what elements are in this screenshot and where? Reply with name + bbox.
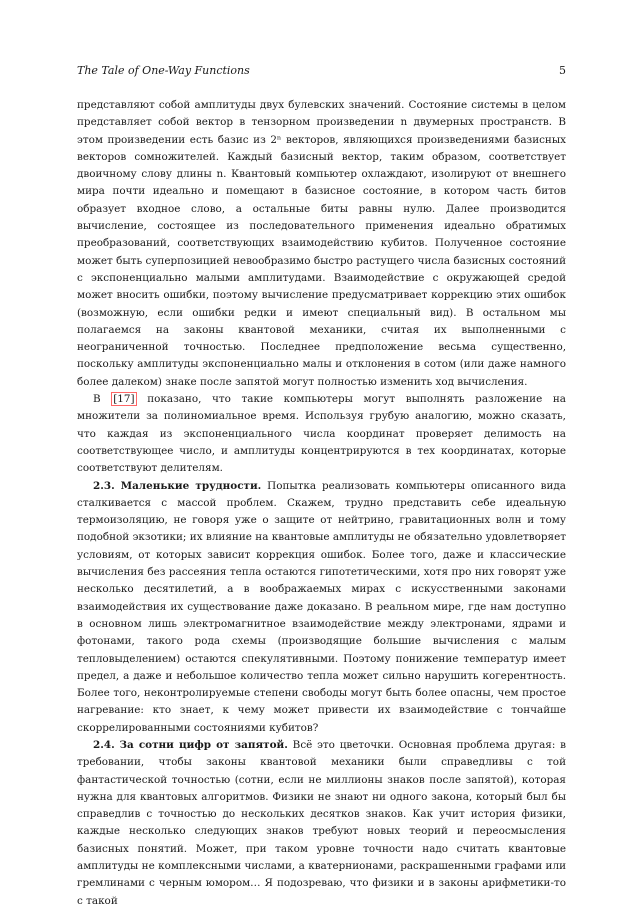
section-text: Всё это цветочки. Основная проблема другая: в требовании, чтобы законы квантовой механики были справедливы с той фантастической точностью (сотни, если не миллионы знаков после запятой), которая нужна для квантовых алгоритмов. Физики не знают ни одного закона, который был бы справедлив с точностью до нескольких десятков знаков. Как учит история физики, каждые несколько следующих знаков требуют новых теорий и переосмысления базисных понятий. Может, при таком уровне точности надо считать квантовые амплитуды не комплексными числами, а кватернионами, раскрашенными графами или гремлинами с черным юмором… Я подозреваю, что физики и в законы арифметики-то с такой: [77, 738, 566, 907]
section-2-4: [77, 737, 566, 910]
paragraph-factoring: [77, 391, 566, 477]
section-number: 2.3.: [93, 479, 115, 492]
factoring-lead: В: [93, 393, 112, 406]
running-title: The Tale of One-Way Functions: [77, 64, 250, 77]
running-header: [77, 64, 566, 82]
section-number: 2.4.: [93, 738, 115, 751]
citation-link[interactable]: [17]: [113, 393, 135, 406]
body-text: [77, 97, 566, 910]
paragraph-quantum-state: представляют собой амплитуды двух булевских значений. Состояние системы в целом представляет собой вектор в тензорном произведении n двумерных пространств. В этом произведении есть базис из 2ⁿ векторов, являющихся произведениями базисных векторов сомножителей. Каждый базисный вектор, таким образом, соответствует двоичному слову длины n. Квантовый компьютер охлаждают, изолируют от внешнего мира почти идеально и помещают в базисное состояние, в котором часть битов образует входное слово, а остальные биты равны нулю. Далее производится вычисление, состоящее из последовательного применения идеально обратимых преобразований, соответствующих взаимодействию кубитов. Полученное состояние может быть суперпозицией невообразимо быстро растущего числа базисных состояний с экспоненциально малыми амплитудами. Взаимодействие с окружающей средой может вносить ошибки, поэтому вычисление предусматривает коррекцию этих ошибок (возможную, если ошибки редки и имеют специальный вид). В остальном мы полагаемся на законы квантовой механики, считая их выполненными с неограниченной точностью. Последнее предположение весьма существенно, поскольку амплитуды экспоненциально малы и отклонения в сотом (или даже намного более далеком) знаке после запятой могут полностью изменить ход вычисления.: [77, 99, 566, 388]
page-number: 5: [559, 64, 566, 77]
section-title: За сотни цифр от запятой.: [119, 738, 288, 751]
section-2-3: [77, 478, 566, 737]
section-title: Маленькие трудности.: [120, 479, 262, 492]
section-text: Попытка реализовать компьютеры описанного вида сталкивается с массой проблем. Скажем, трудно представить себе идеальную термоизоляцию, не говоря уже о защите от нейтрино, гравитационных волн и тому подобной экзотики; их влияние на квантовые амплитуды не обязательно удовлетворяет условиям, от которых зависит коррекция ошибок. Более того, даже и классические вычисления без рассеяния тепла остаются гипотетическими, хотя про них говорят уже несколько десятилетий, а в воображаемых мирах с искусственными законами взаимодействия их существование даже доказано. В реальном мире, где нам доступно в основном лишь электромагнитное взаимодействие между электронами, ядрами и фотонами, такого рода схемы (производящие большие вычисления с малым тепловыделением) остаются спекулятивными. Поэтому понижение температур имеет предел, а даже и небольшое количество тепла может сильно нарушить когерентность. Более того, неконтролируемые степени свободы могут быть более опасны, чем простое нагревание: кто знает, к чему может привести их взаимодействие с тончайше скоррелированными состояниями кубитов?: [77, 479, 566, 734]
factoring-text: показано, что такие компьютеры могут выполнять разложение на множители за полиномиальное время. Используя грубую аналогию, можно сказать, что каждая из экспоненциального числа координат проверяет делимость на соответствующее число, и амплитуды концентрируются в тех координатах, которые соответствуют делителям.: [77, 393, 566, 475]
